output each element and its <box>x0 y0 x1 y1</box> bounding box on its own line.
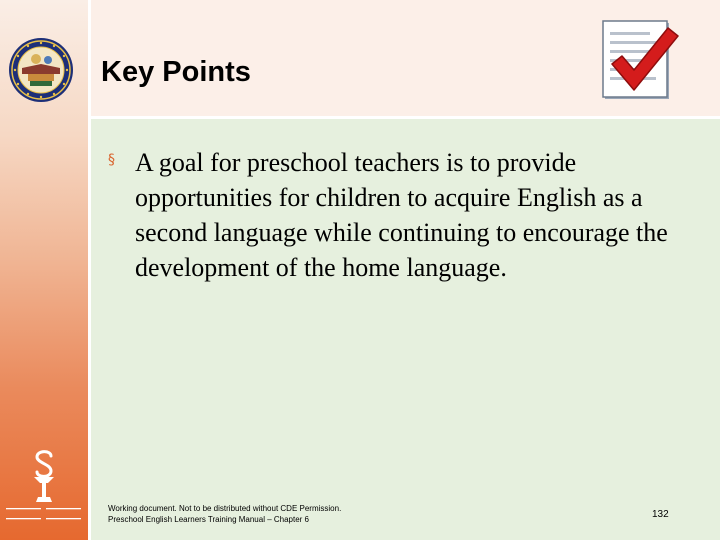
document-checkmark-icon <box>602 18 682 102</box>
footer-source: Preschool English Learners Training Manual – Chapter 6 <box>108 515 310 524</box>
bullet-marker: § <box>108 152 115 168</box>
vertical-divider <box>88 0 91 540</box>
footer-disclaimer: Working document. Not to be distributed without CDE Permission. <box>108 504 342 513</box>
state-board-of-education-logo-icon <box>4 446 84 528</box>
page-number: 132 <box>652 509 669 520</box>
slide-title: Key Points <box>101 56 251 88</box>
bullet-text: A goal for preschool teachers is to provide opportunities for children to acquire English as a second language while continuing to encourage the development of the home language. <box>135 148 668 282</box>
bullet-item <box>108 145 688 285</box>
horizontal-divider <box>88 116 720 119</box>
state-seal-icon <box>8 37 74 103</box>
